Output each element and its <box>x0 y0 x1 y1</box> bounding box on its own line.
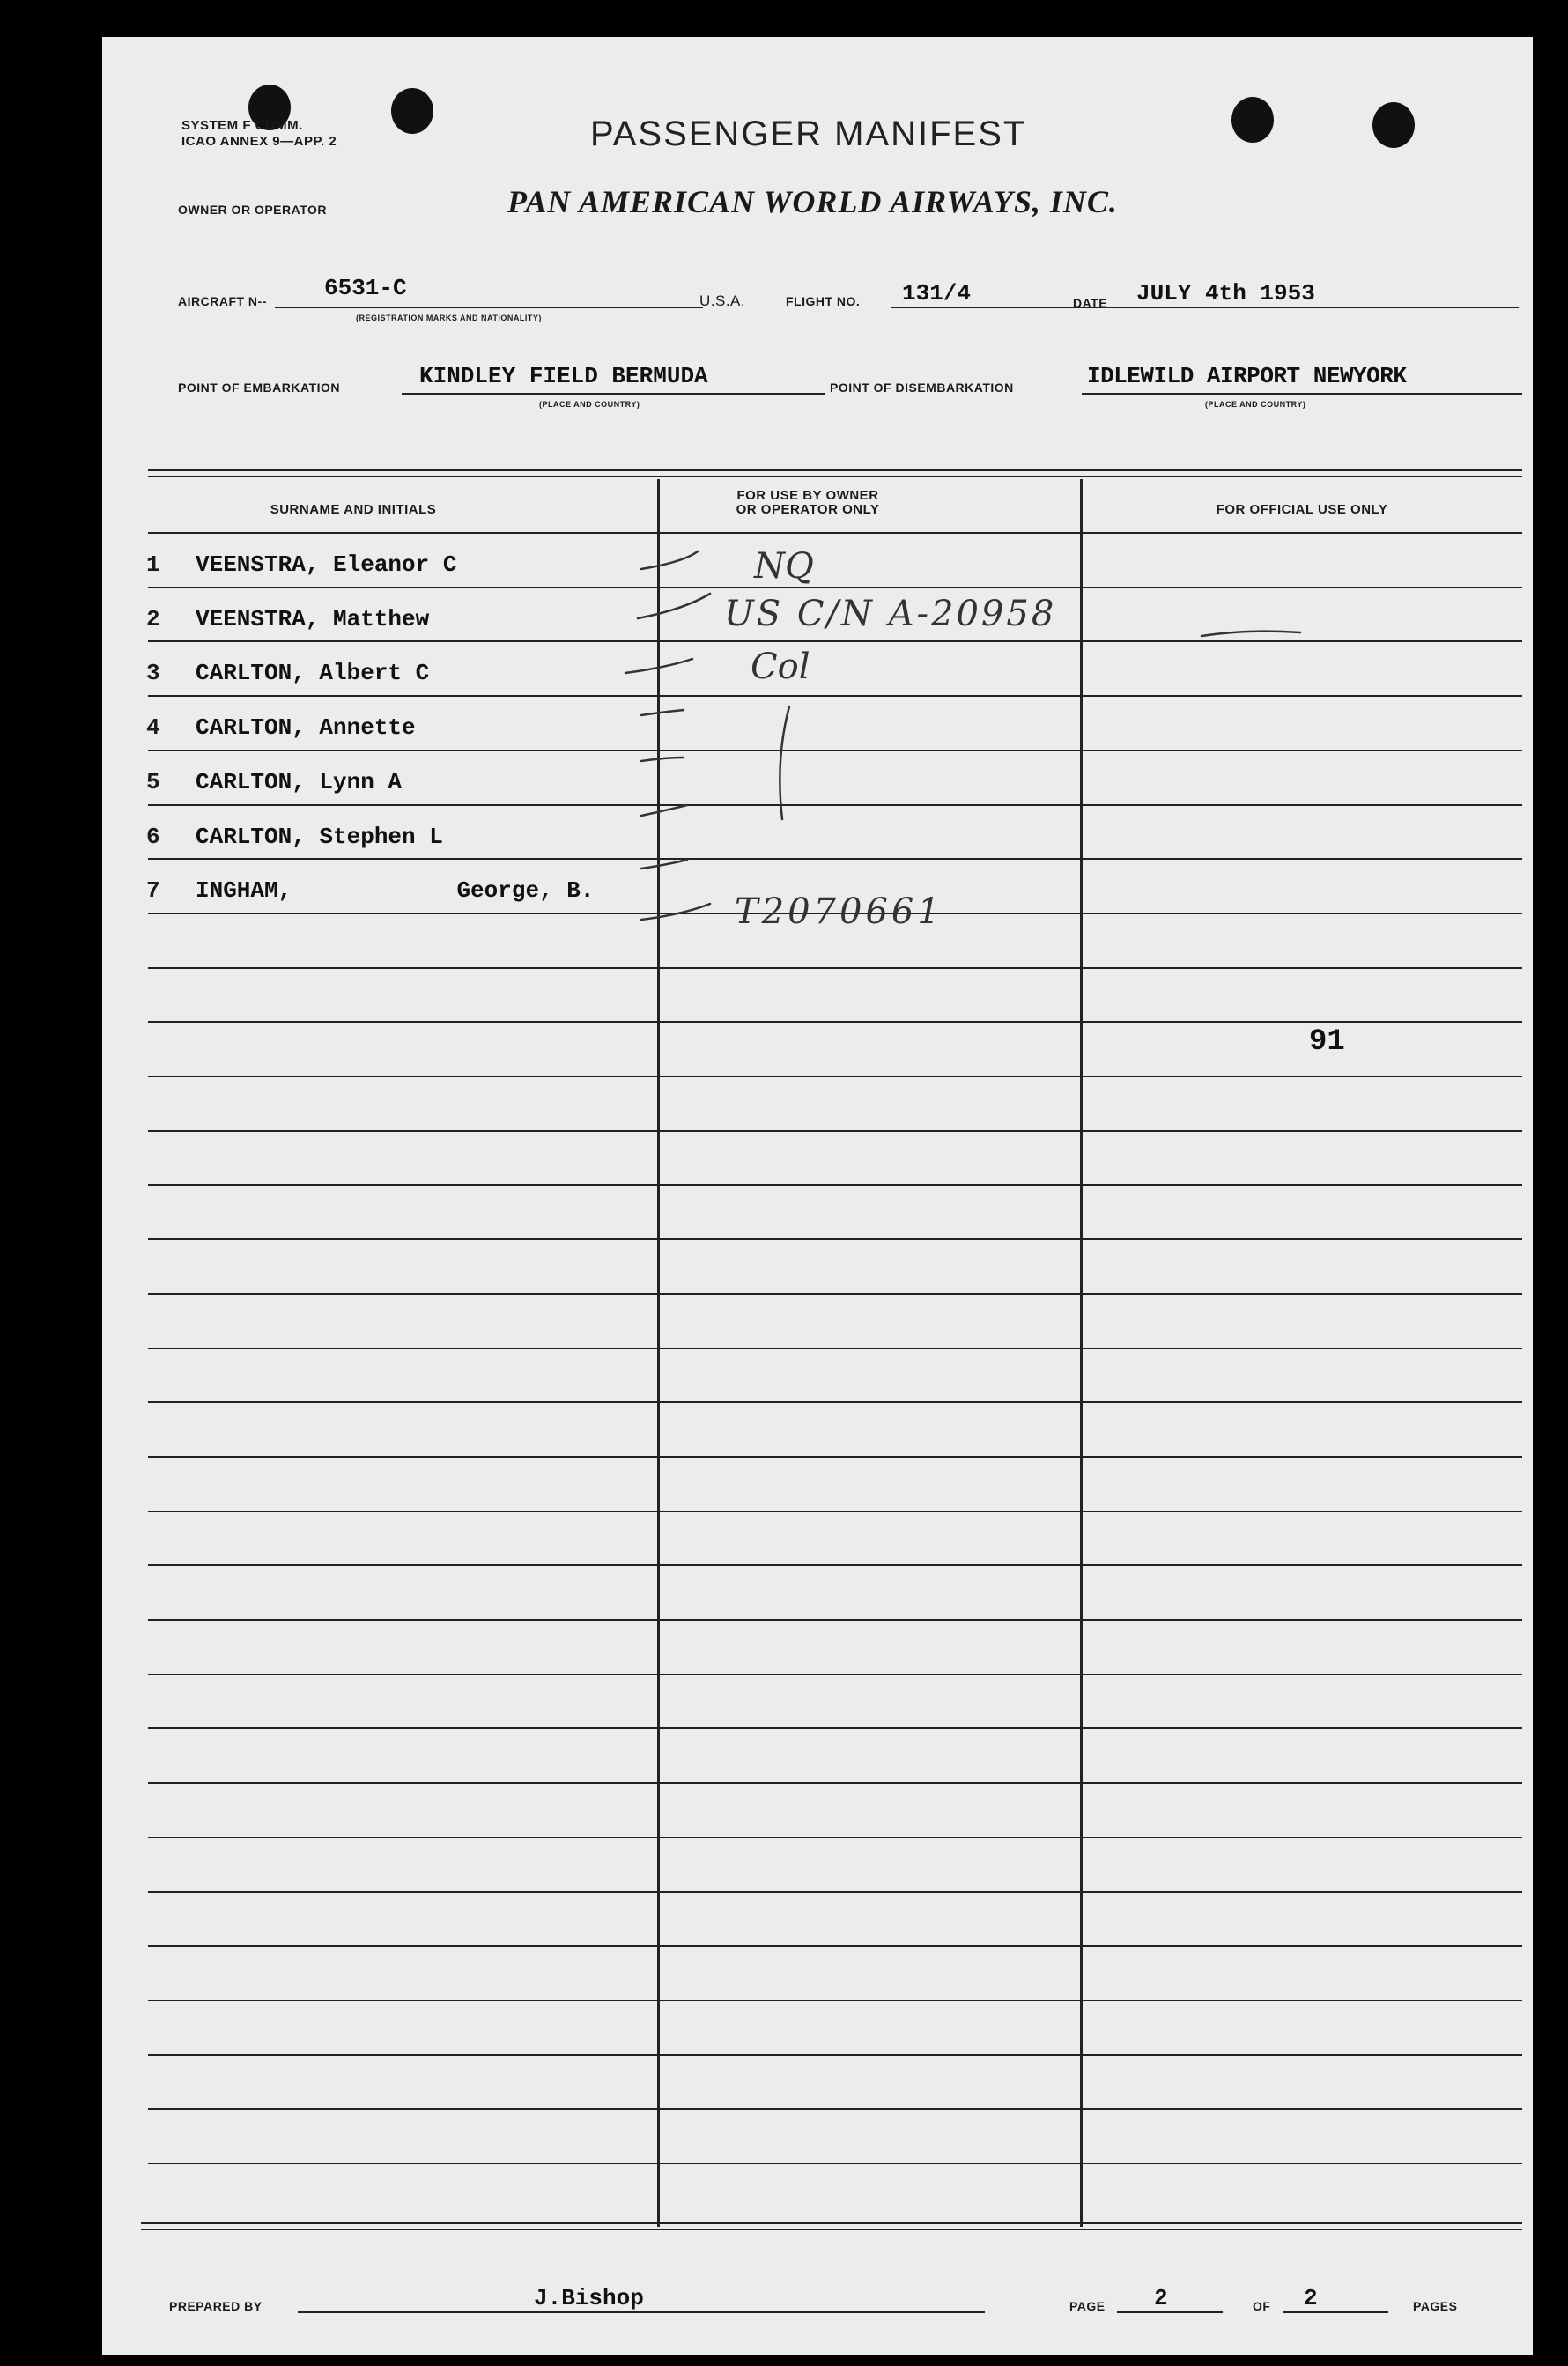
page-number: 2 <box>1154 2285 1168 2311</box>
passenger-name: CARLTON, Annette <box>196 714 416 741</box>
passenger-number: 4 <box>146 714 160 741</box>
table-row-line <box>148 1184 1522 1186</box>
form-reference-line-2: ICAO ANNEX 9—APP. 2 <box>181 134 337 149</box>
table-row-line <box>148 1348 1522 1349</box>
form-title: PASSENGER MANIFEST <box>590 115 1027 153</box>
pages-label: PAGES <box>1413 2299 1458 2313</box>
passenger-number: 3 <box>146 660 160 686</box>
table-row-line <box>148 2000 1522 2001</box>
passenger-number: 2 <box>146 606 160 632</box>
embarkation-place: KINDLEY FIELD BERMUDA <box>419 363 708 389</box>
table-row-line <box>148 1401 1522 1403</box>
table-row-line <box>148 1891 1522 1893</box>
flight-number-label: FLIGHT NO. <box>786 294 861 308</box>
column-heading-official-use: FOR OFFICIAL USE ONLY <box>1216 502 1388 517</box>
passenger-number: 5 <box>146 769 160 795</box>
handwritten-note-nq: NQ <box>754 546 814 587</box>
table-row-line <box>148 1293 1522 1295</box>
disembarkation-place: IDLEWILD AIRPORT NEWYORK <box>1087 363 1407 389</box>
passenger-name: VEENSTRA, Eleanor C <box>196 551 457 578</box>
table-row-line <box>148 1782 1522 1784</box>
owner-operator-label: OWNER OR OPERATOR <box>178 203 327 217</box>
column-heading-owner-use-line1: FOR USE BY OWNER <box>736 488 879 503</box>
date-label: DATE <box>1073 296 1108 310</box>
table-row-line <box>148 1619 1522 1621</box>
page-label: PAGE <box>1069 2299 1106 2313</box>
table-row-line <box>148 1727 1522 1729</box>
disembarkation-label: POINT OF DISEMBARKATION <box>830 381 1014 395</box>
table-bottom-rule-2 <box>141 2229 1522 2230</box>
disembarkation-caption: (PLACE AND COUNTRY) <box>1205 400 1306 409</box>
handwritten-marks <box>102 37 1533 1006</box>
table-row-line <box>148 1837 1522 1838</box>
page-underline <box>1117 2311 1223 2313</box>
flight-number: 131/4 <box>902 280 972 307</box>
passenger-name: CARLTON, Stephen L <box>196 824 443 850</box>
passenger-number: 6 <box>146 824 160 850</box>
handwritten-note-alien-number: US C/N A-20958 <box>724 594 1057 634</box>
passenger-name: INGHAM, George, B. <box>196 877 595 904</box>
table-row-line <box>148 2108 1522 2110</box>
manifest-sheet <box>102 37 1533 2355</box>
table-row-line <box>148 2163 1522 2164</box>
aircraft-label: AIRCRAFT N-- <box>178 294 267 308</box>
column-heading-owner-use-line2: OR OPERATOR ONLY <box>736 502 880 517</box>
column-heading-surname: SURNAME AND INITIALS <box>270 502 437 517</box>
official-use-number: 91 <box>1309 1025 1345 1059</box>
page-total: 2 <box>1304 2285 1318 2311</box>
embarkation-label: POINT OF EMBARKATION <box>178 381 340 395</box>
table-row-line <box>148 1945 1522 1947</box>
of-label: OF <box>1253 2299 1271 2313</box>
registration-caption: (REGISTRATION MARKS AND NATIONALITY) <box>356 314 542 322</box>
prepared-by-label: PREPARED BY <box>169 2299 263 2313</box>
aircraft-number: 6531-C <box>324 275 407 301</box>
form-reference-line-1: SYSTEM F COMM. <box>181 118 303 133</box>
table-row-line <box>148 1674 1522 1675</box>
passenger-name: CARLTON, Albert C <box>196 660 430 686</box>
passenger-name: CARLTON, Lynn A <box>196 769 403 795</box>
handwritten-note-passport: T2070661 <box>735 891 943 932</box>
table-row-line <box>148 1564 1522 1566</box>
table-row-line <box>148 1021 1522 1023</box>
table-row-line <box>148 1238 1522 1240</box>
passenger-number: 7 <box>146 877 160 904</box>
flight-date: JULY 4th 1953 <box>1136 280 1315 307</box>
table-row-line <box>148 1456 1522 1458</box>
of-underline <box>1283 2311 1388 2313</box>
prepared-by-underline <box>298 2311 985 2313</box>
prepared-by-name: J.Bishop <box>534 2285 644 2311</box>
carrier-name: PAN AMERICAN WORLD AIRWAYS, INC. <box>507 184 1118 219</box>
table-bottom-rule-1 <box>141 2222 1522 2224</box>
passenger-name: VEENSTRA, Matthew <box>196 606 430 632</box>
usa-label: U.S.A. <box>699 292 746 309</box>
table-row-line <box>148 1130 1522 1132</box>
handwritten-note-col: Col <box>751 647 810 687</box>
table-row-line <box>148 1511 1522 1512</box>
table-row-line <box>148 1076 1522 1077</box>
table-row-line <box>148 2054 1522 2056</box>
passenger-number: 1 <box>146 551 160 578</box>
embarkation-caption: (PLACE AND COUNTRY) <box>539 400 640 409</box>
